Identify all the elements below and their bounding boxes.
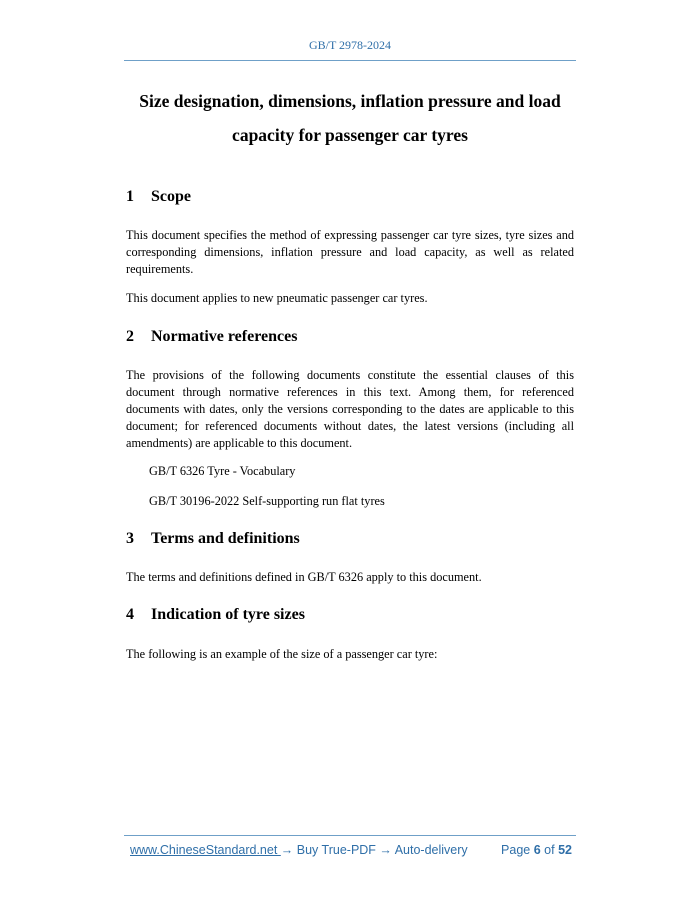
section-heading-indication-of-tyre-sizes [126,605,305,625]
document-title-line-2: capacity for passenger car tyres [232,125,468,145]
section-number: 3 [126,530,134,547]
section-title: Scope [151,188,191,205]
promo-text[interactable]: → Buy True-PDF → Auto-delivery [280,843,468,857]
section-number: 4 [126,606,134,623]
document-title-line-1: Size designation, dimensions, inflation pressure and load [139,91,561,111]
page-indicator [501,843,572,857]
tyre-sizes-paragraph: The following is an example of the size of a passenger car tyre: [126,647,438,661]
footer [130,843,572,857]
header-divider [124,60,576,61]
section-heading-terms-and-definitions [126,529,300,549]
section-number: 2 [126,328,134,345]
footer-divider [124,835,576,836]
page-label: Page [501,843,531,857]
document-title [124,84,576,152]
reference-item: GB/T 30196-2022 Self-supporting run flat tyres [149,494,385,508]
page-current: 6 [533,843,541,857]
normative-references-paragraph: The provisions of the following documents constitute the essential clauses of this document through normative references in this text. Among them, for referenced documents with dates, only the versions corresponding to the dates are applicable to this document; for referenced documents without dates, the latest versions (including all amendments) are applicable to this document. [126,368,574,450]
page-total: 52 [558,843,572,857]
terms-paragraph: The terms and definitions defined in GB/T 6326 apply to this document. [126,570,482,584]
section-heading-scope [126,187,191,207]
scope-paragraph-2: This document applies to new pneumatic passenger car tyres. [126,291,428,305]
header-standard-code: GB/T 2978-2024 [308,38,392,52]
section-heading-normative-references [126,327,297,347]
scope-paragraph-1: This document specifies the method of expressing passenger car tyre sizes, tyre sizes and corresponding dimensions, inflation pressure and load capacity, as well as related requirements. [126,228,574,276]
section-number: 1 [126,188,134,205]
reference-item: GB/T 6326 Tyre - Vocabulary [149,464,296,478]
section-title: Terms and definitions [151,530,300,547]
section-title: Indication of tyre sizes [151,606,305,623]
section-title: Normative references [151,328,298,345]
page-of: of [544,843,555,857]
site-link[interactable]: www.ChineseStandard.net [130,843,281,857]
